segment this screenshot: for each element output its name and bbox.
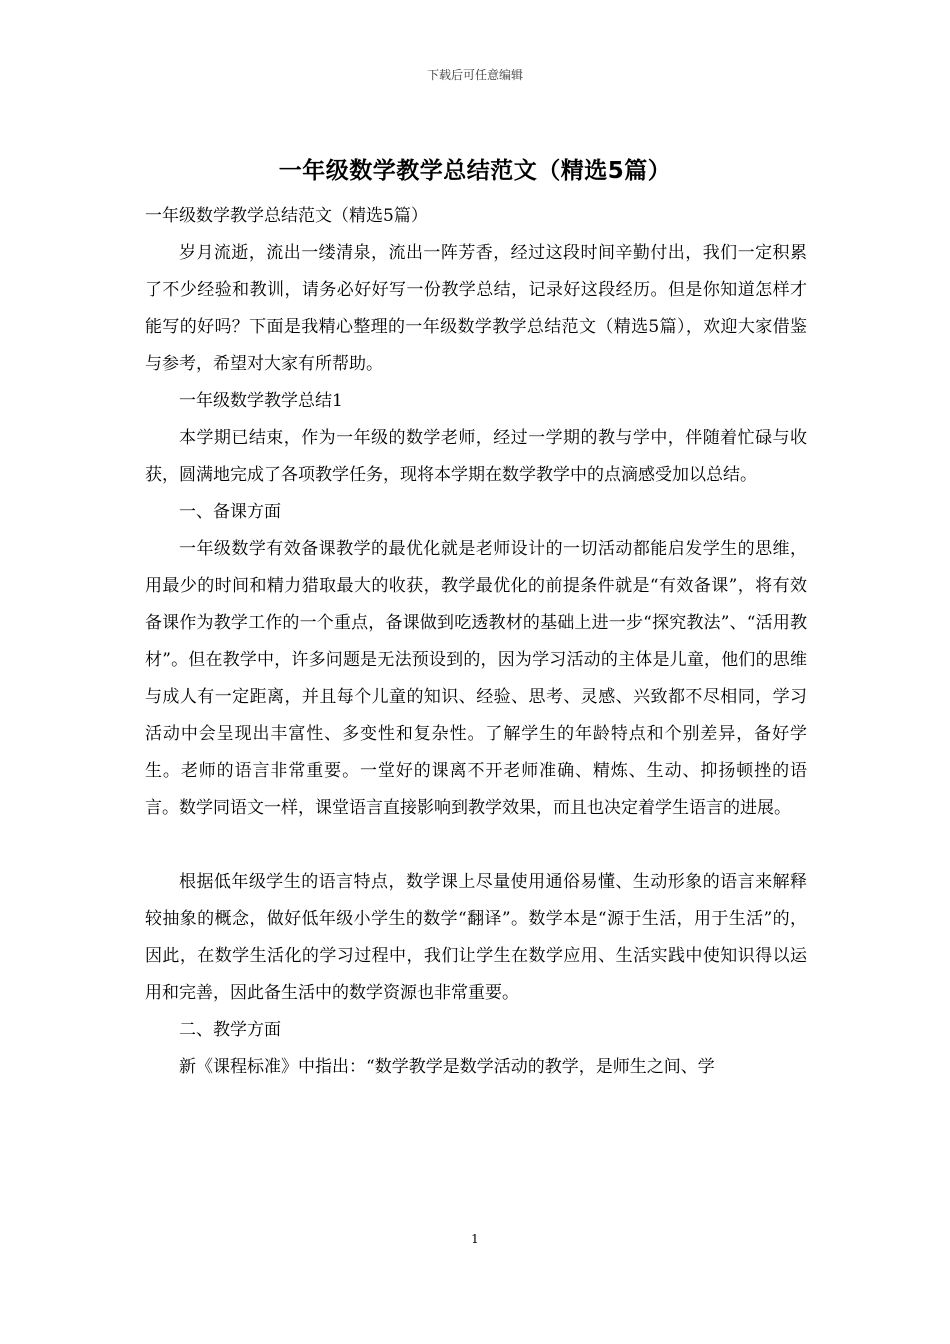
section-heading-teaching: 二、教学方面 — [179, 1020, 281, 1040]
paragraph-gap — [145, 827, 807, 864]
document-title: 一年级数学教学总结范文（精选5篇） — [278, 158, 672, 184]
section-heading-summary-1: 一年级数学教学总结1 — [179, 391, 343, 411]
summary-paragraph: 本学期已结束，作为一年级的数学老师，经过一学期的教与学中，伴随着忙碌与收获，圆满地完成了各项教学任务，现将本学期在数学教学中的点滴感受加以总结。 — [145, 428, 807, 485]
header-note: 下载后可任意编辑 — [426, 68, 523, 82]
document-body — [145, 198, 807, 1086]
section-heading-lesson-prep: 一、备课方面 — [179, 502, 281, 522]
intro-paragraph: 岁月流逝，流出一缕清泉，流出一阵芳香，经过这段时间辛勤付出，我们一定积累了不少经验和教训，请务必好好写一份教学总结，记录好这段经历。但是你知道怎样才能写的好吗？下面是我精心整理的一年级数学教学总结范文（精选5篇），欢迎大家借鉴与参考，希望对大家有所帮助。 — [145, 243, 807, 374]
teaching-paragraph: 新《课程标准》中指出：“数学教学是数学活动的教学，是师生之间、学 — [179, 1057, 715, 1077]
subtitle-paragraph: 一年级数学教学总结范文（精选5篇） — [145, 206, 428, 226]
lesson-prep-paragraph: 一年级数学有效备课教学的最优化就是老师设计的一切活动都能启发学生的思维，用最少的时间和精力猎取最大的收获，教学最优化的前提条件就是“有效备课”，将有效备课作为教学工作的一个重点，备课做到吃透教材的基础上进一步“探究教法”、“活用教材”。但在教学中，许多问题是无法预设到的，因为学习活动的主体是儿童，他们的思维与成人有一定距离，并且每个儿童的知识、经验、思考、灵感、兴致都不尽相同，学习活动中会呈现出丰富性、多变性和复杂性。了解学生的年龄特点和个别差异，备好学生。老师的语言非常重要。一堂好的课离不开老师准确、精炼、生动、抑扬顿挫的语言。数学同语文一样，课堂语言直接影响到教学效果，而且也决定着学生语言的进展。 — [145, 539, 807, 818]
language-paragraph: 根据低年级学生的语言特点，数学课上尽量使用通俗易懂、生动形象的语言来解释较抽象的概念，做好低年级小学生的数学“翻译”。数学本是“源于生活，用于生活”的，因此，在数学生活化的学习过程中，我们让学生在数学应用、生活实践中使知识得以运用和完善，因此备生活中的数学资源也非常重要。 — [145, 872, 807, 1003]
page-number: 1 — [471, 1232, 479, 1246]
